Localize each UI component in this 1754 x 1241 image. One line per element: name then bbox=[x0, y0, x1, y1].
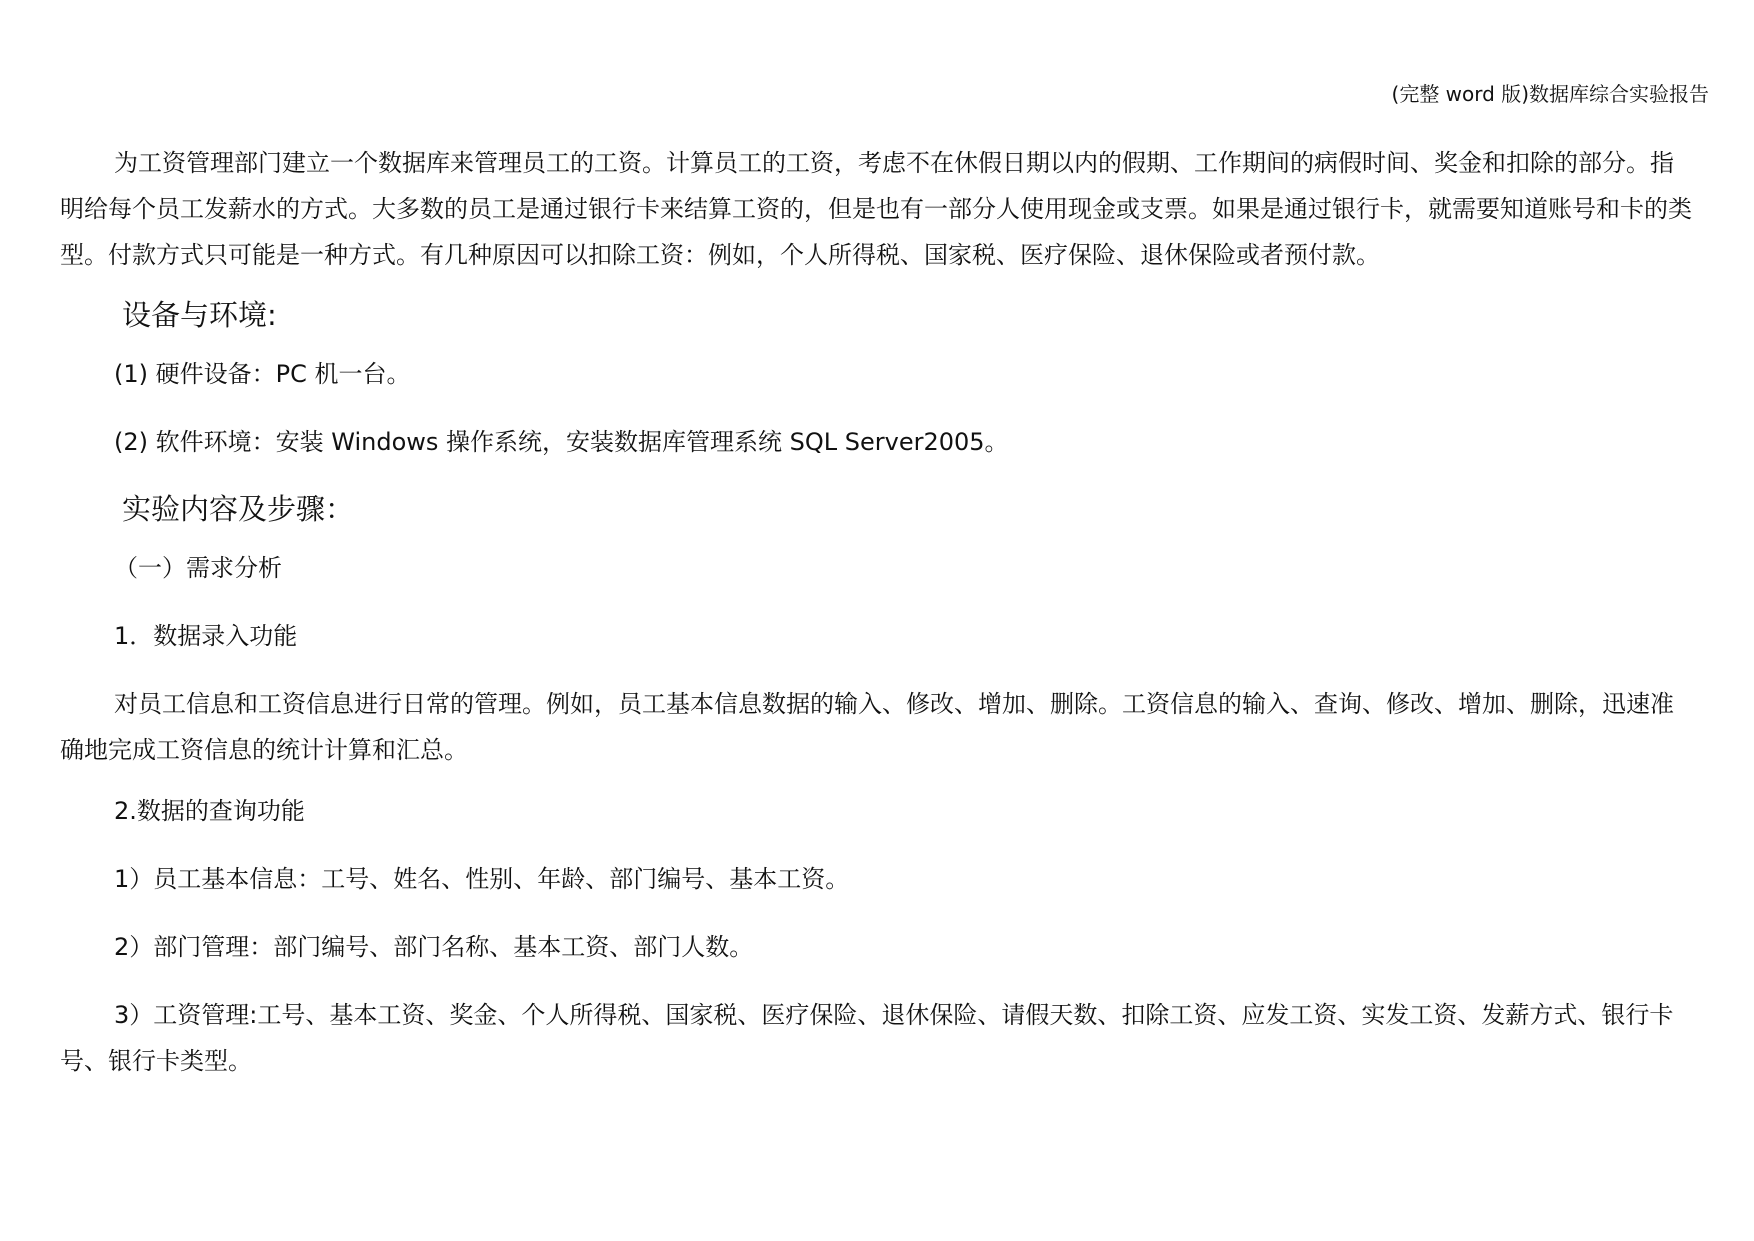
query-item-employee: 1）员工基本信息：工号、姓名、性别、年龄、部门编号、基本工资。 bbox=[114, 865, 850, 893]
content-heading: 实验内容及步骤： bbox=[122, 492, 355, 526]
equipment-heading: 设备与环境: bbox=[122, 298, 277, 332]
running-header: (完整 word 版)数据库综合实验报告 bbox=[1391, 82, 1709, 106]
query-item-salary: 3）工资管理:工号、基本工资、奖金、个人所得税、国家税、医疗保险、退休保险、请假天数、扣除工资、应发工资、实发工资、发薪方式、银行卡号、银行卡类型。 bbox=[60, 1001, 1674, 1075]
software-line: (2) 软件环境：安装 Windows 操作系统，安装数据库管理系统 SQL Server2005。 bbox=[114, 428, 1009, 456]
data-entry-paragraph: 对员工信息和工资信息进行日常的管理。例如，员工基本信息数据的输入、修改、增加、删除。工资信息的输入、查询、修改、增加、删除，迅速准确地完成工资信息的统计计算和汇总。 bbox=[60, 690, 1674, 764]
requirements-subheading: （一）需求分析 bbox=[114, 554, 282, 582]
data-entry-title: 1．数据录入功能 bbox=[114, 622, 298, 650]
query-item-department: 2）部门管理：部门编号、部门名称、基本工资、部门人数。 bbox=[114, 933, 754, 961]
intro-paragraph: 为工资管理部门建立一个数据库来管理员工的工资。计算员工的工资，考虑不在休假日期以内的假期、工作期间的病假时间、奖金和扣除的部分。指明给每个员工发薪水的方式。大多数的员工是通过银行卡来结算工资的，但是也有一部分人使用现金或支票。如果是通过银行卡，就需要知道账号和卡的类型。付款方式只可能是一种方式。有几种原因可以扣除工资：例如，个人所得税、国家税、医疗保险、退休保险或者预付款。 bbox=[60, 149, 1692, 269]
data-query-title: 2.数据的查询功能 bbox=[114, 797, 305, 825]
document-body bbox=[60, 140, 1696, 1099]
hardware-line: (1) 硬件设备：PC 机一台。 bbox=[114, 360, 411, 388]
